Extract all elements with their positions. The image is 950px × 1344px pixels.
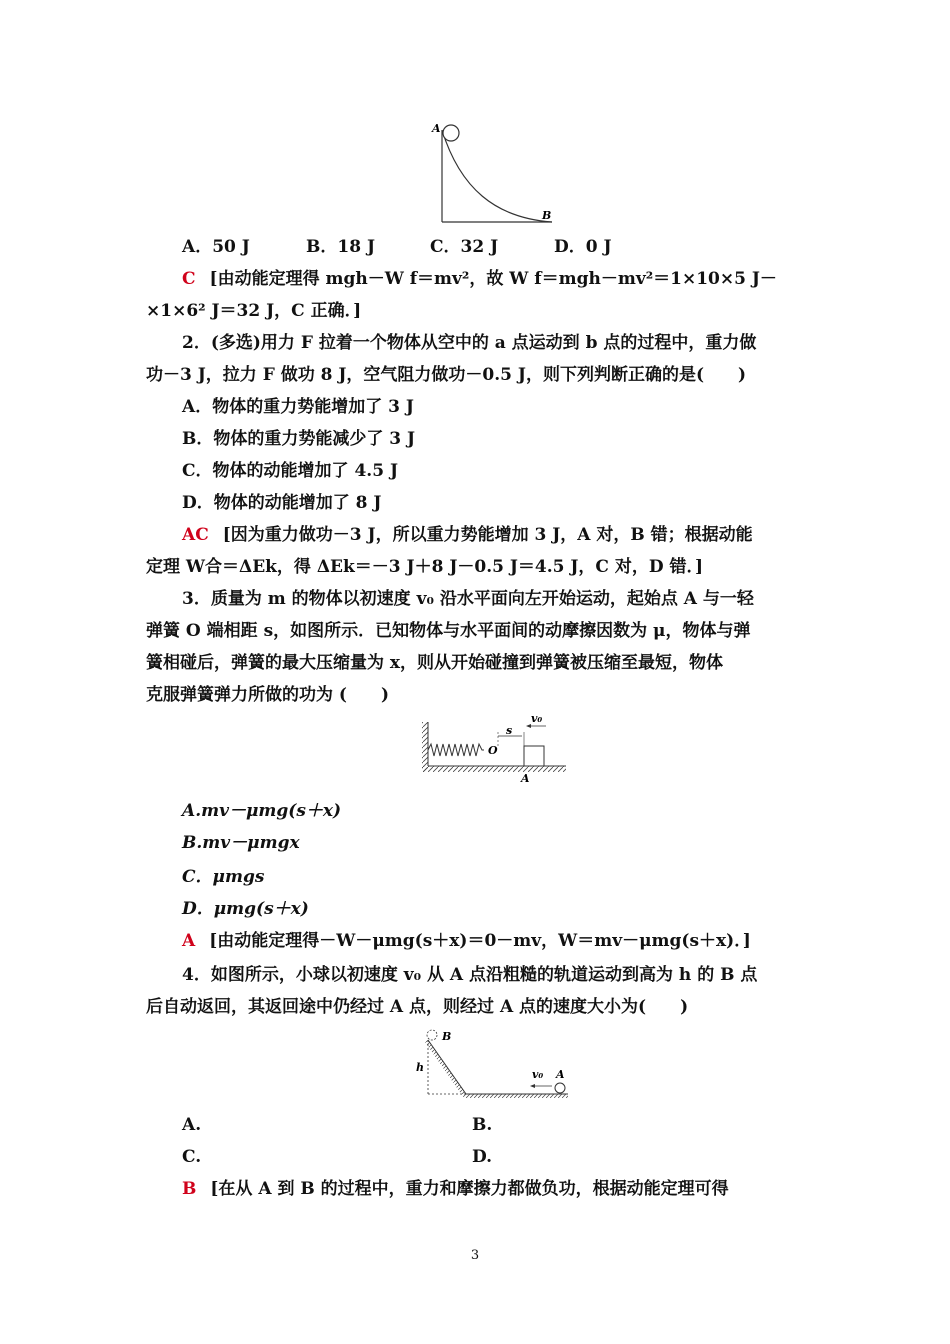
q1-option-c: C．32 J (430, 237, 499, 257)
q3-stem-line-1: 3．质量为 m 的物体以初速度 v₀ 沿水平面向左开始运动，起始点 A 与一轻 (182, 589, 754, 609)
q4-option-b: B. (472, 1115, 493, 1135)
q3-label-o: O (488, 744, 498, 757)
q4-options-row-2 (182, 1146, 762, 1168)
q2-stem-line-2: 功－3 J，拉力 F 做功 8 J，空气阻力做功－0.5 J，则下列判断正确的是( ) (146, 365, 747, 385)
q4-incline-figure (410, 1026, 578, 1098)
q4-stem-line-1: 4．如图所示，小球以初速度 v₀ 从 A 点沿粗糙的轨道运动到高为 h 的 B 点 (182, 965, 758, 985)
q3-stem-line-2: 弹簧 O 端相距 s，如图所示．已知物体与水平面间的动摩擦因数为 μ，物体与弹 (146, 621, 751, 641)
q3-label-a: A (521, 772, 530, 784)
q1-options (182, 236, 678, 258)
q4-label-a: A (556, 1068, 565, 1081)
q3-option-b: B.mv－μmgx (182, 833, 300, 853)
q3-spring-figure (418, 712, 570, 784)
q1-option-d: D．0 J (554, 237, 612, 257)
q3-label-s: s (506, 724, 513, 737)
q4-option-d: D. (472, 1147, 493, 1167)
q1-solution-line-1: C [由动能定理得 mgh－W f＝mv²，故 W f＝mgh－mv²＝1×10×5 J－ (182, 269, 777, 289)
q1-answer-letter: C (182, 269, 196, 289)
q1-option-a: A．50 J (182, 237, 250, 257)
q4-option-a: A. (182, 1115, 202, 1135)
q1-solution-line-2: ×1×6² J＝32 J，C 正确．] (146, 301, 362, 321)
q3-answer-letter: A (182, 931, 196, 951)
q2-option-b: B．物体的重力势能减少了 3 J (182, 429, 416, 449)
q4-label-v0: v₀ (532, 1068, 544, 1081)
q2-option-d: D．物体的动能增加了 8 J (182, 493, 382, 513)
q3-option-d: D．μmg(s＋x) (182, 899, 309, 919)
q1-label-a: A (432, 122, 441, 135)
q3-option-c: C．μmgs (182, 867, 265, 887)
q1-track-figure (425, 118, 565, 228)
q3-stem-line-4: 克服弹簧弹力所做的功为 ( ) (146, 685, 390, 705)
q2-stem-line-1: 2．(多选)用力 F 拉着一个物体从空中的 a 点运动到 b 点的过程中，重力做 (182, 333, 757, 353)
q2-answer-letter: AC (182, 525, 209, 545)
q4-options-row-1 (182, 1114, 762, 1136)
q4-stem-line-2: 后自动返回，其返回途中仍经过 A 点，则经过 A 点的速度大小为( ) (146, 997, 689, 1017)
q3-label-v0: v₀ (531, 712, 543, 725)
q4-answer-letter: B (182, 1179, 197, 1199)
q4-solution-line-1: B [在从 A 到 B 的过程中，重力和摩擦力都做负功，根据动能定理可得 (182, 1179, 729, 1199)
q4-label-b: B (442, 1030, 452, 1043)
q1-label-b: B (542, 209, 552, 222)
q3-stem-line-3: 簧相碰后，弹簧的最大压缩量为 x，则从开始碰撞到弹簧被压缩至最短，物体 (146, 653, 724, 673)
q2-option-c: C．物体的动能增加了 4.5 J (182, 461, 398, 481)
page-number: 3 (470, 1248, 480, 1263)
q2-solution-line-1: AC [因为重力做功－3 J，所以重力势能增加 3 J，A 对，B 错；根据动能 (182, 525, 753, 545)
q3-option-a: A.mv－μmg(s＋x) (182, 801, 342, 821)
q1-option-b: B．18 J (306, 237, 375, 257)
q4-option-c: C. (182, 1147, 202, 1167)
q2-solution-line-2: 定理 W合＝ΔEk，得 ΔEk＝－3 J＋8 J－0.5 J＝4.5 J，C 对，D 错．] (146, 557, 704, 577)
q2-option-a: A．物体的重力势能增加了 3 J (182, 397, 414, 417)
q3-solution: A [由动能定理得－W－μmg(s＋x)＝0－mv，W＝mv－μmg(s＋x)．] (182, 931, 751, 951)
q4-label-h: h (416, 1061, 424, 1074)
